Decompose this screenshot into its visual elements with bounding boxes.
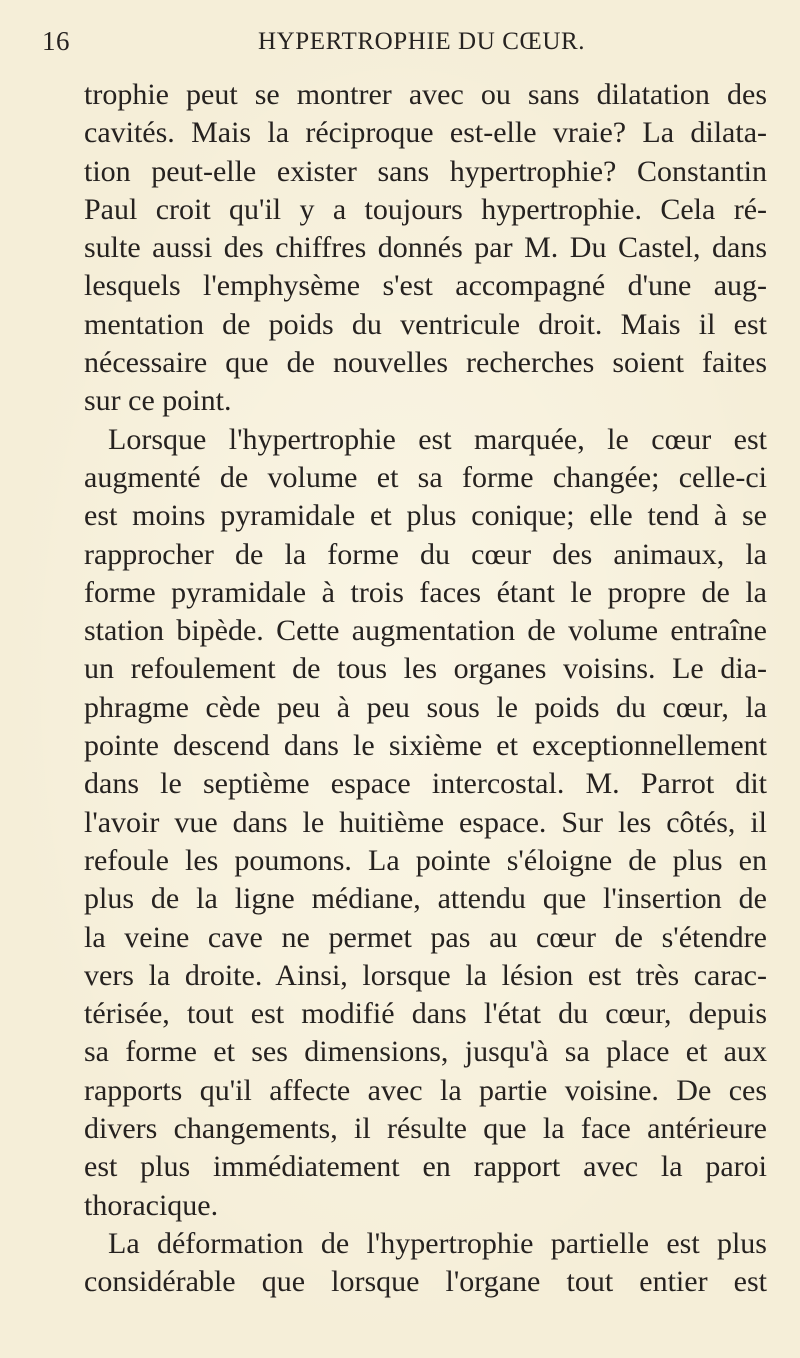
text-line: est moins pyramidale et plus conique; elle tend à se [84,499,767,533]
text-line: forme pyramidale à trois faces étant le propre de la [84,575,767,609]
text-line: divers changements, il résulte que la face antérieure [84,1112,767,1146]
text-line: sulte aussi des chiffres donnés par M. Du Castel, dans [84,231,767,265]
text-line: rapprocher de la forme du cœur des animaux, la [84,537,767,571]
text-line: Paul croit qu'il y a toujours hypertrophie. Cela ré- [84,192,767,226]
text-line: térisée, tout est modifié dans l'état du cœur, depuis [84,997,767,1031]
paragraph-end-line: thoracique. [84,1188,219,1222]
text-line: cavités. Mais la réciproque est-elle vraie? La dilata- [84,116,767,150]
text-line: tion peut-elle exister sans hypertrophie? Constantin [84,154,767,188]
text-line: est plus immédiatement en rapport avec la paroi [84,1150,767,1184]
text-line: nécessaire que de nouvelles recherches soient faites [84,346,767,380]
text-line: vers la droite. Ainsi, lorsque la lésion est très carac- [84,958,767,992]
page-number: 16 [42,26,70,56]
text-line: trophie peut se montrer avec ou sans dilatation des [84,78,767,111]
text-line: sa forme et ses dimensions, jusqu'à sa place et aux [84,1035,767,1069]
text-line: station bipède. Cette augmentation de volume entraîne [84,614,767,648]
paragraph-start-line: Lorsque l'hypertrophie est marquée, le cœur est [108,422,767,456]
text-line: un refoulement de tous les organes voisins. Le dia- [84,652,767,686]
running-header [42,22,766,66]
text-line: plus de la ligne médiane, attendu que l'insertion de [84,882,767,916]
text-line: considérable que lorsque l'organe tout entier est [84,1265,767,1299]
running-title: HYPERTROPHIE DU CŒUR. [258,28,586,55]
text-line: l'avoir vue dans le huitième espace. Sur les côtés, il [84,805,767,839]
text-line: mentation de poids du ventricule droit. Mais il est [84,307,767,341]
text-line: augmenté de volume et sa forme changée; celle-ci [84,460,767,494]
text-line: rapports qu'il affecte avec la partie voisine. De ces [84,1073,767,1107]
paragraph-end-line: sur ce point. [84,384,232,418]
text-line: dans le septième espace intercostal. M. Parrot dit [84,767,767,801]
text-line: lesquels l'emphysème s'est accompagné d'une aug- [84,269,767,303]
text-line: refoule les poumons. La pointe s'éloigne de plus en [84,843,767,877]
text-line: phragme cède peu à peu sous le poids du cœur, la [84,690,767,724]
text-line: pointe descend dans le sixième et exceptionnellement [84,729,767,763]
text-line: la veine cave ne permet pas au cœur de s'étendre [84,920,767,954]
body-text [84,76,767,1302]
paragraph-start-line: La déformation de l'hypertrophie partielle est plus [108,1226,767,1260]
